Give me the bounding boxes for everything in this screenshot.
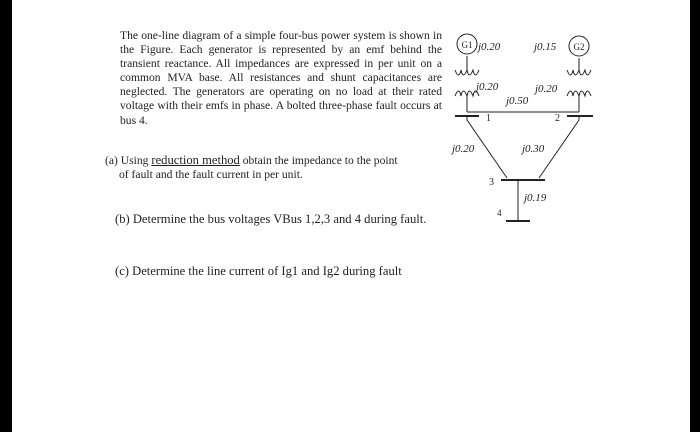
question-a-suffix: obtain the impedance to the point (239, 154, 398, 167)
question-b: (b) Determine the bus voltages VBus 1,2,3 and 4 during fault. (115, 212, 427, 226)
line-34-reactance: j0.19 (524, 192, 547, 204)
question-a-emphasis: reduction method (151, 153, 240, 167)
g1-label: G1 (461, 40, 473, 50)
line-2-3 (539, 116, 579, 178)
t2-reactance: j0.20 (535, 83, 558, 95)
question-a (105, 153, 445, 182)
bus-4-label: 4 (497, 208, 502, 218)
line-23-reactance: j0.30 (522, 143, 545, 155)
g2-label: G2 (573, 42, 585, 52)
question-a-prefix: (a) Using (105, 154, 152, 167)
g2-reactance: j0.15 (534, 41, 557, 53)
generator-g2 (569, 36, 589, 56)
line-13-reactance: j0.20 (452, 143, 475, 155)
transformer-t2 (567, 58, 591, 112)
t1-reactance: j0.20 (476, 81, 499, 93)
bus-2-label: 2 (555, 113, 560, 124)
bus-3-label: 3 (489, 177, 494, 188)
document-page (12, 0, 690, 432)
line-12-reactance: j0.50 (506, 95, 529, 107)
bus-1-label: 1 (486, 113, 491, 124)
g1-reactance: j0.20 (478, 41, 501, 53)
generator-g1 (457, 34, 477, 54)
problem-statement: The one-line diagram of a simple four-bus power system is shown in the Figure. Each generator is represented by an emf behind the transient reactance. All impedances are expressed in per unit on a common MVA base. All resistances and shunt capacitances are neglected. The generators are operating on no load at their rated voltage with their emfs in phase. A bolted three-phase fault occurs at bus 4. (120, 29, 442, 127)
question-a-line2: of fault and the fault current in per unit. (119, 168, 303, 181)
question-c: (c) Determine the line current of Ig1 and Ig2 during fault (115, 264, 402, 278)
one-line-diagram (440, 30, 608, 230)
